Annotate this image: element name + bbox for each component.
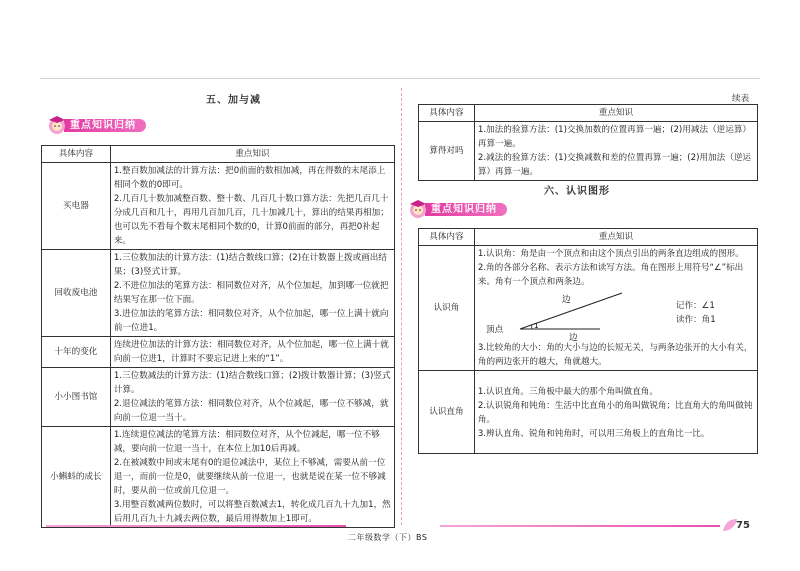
- badge-label: 重点知识归纳: [425, 203, 507, 216]
- angle-figure: [482, 289, 632, 341]
- row-topic: 小小图书馆: [42, 368, 111, 427]
- row-knowledge: [110, 163, 394, 250]
- table-row: [419, 371, 758, 454]
- knowledge-line: 2.在被减数中间或末尾有0的退位减法中，某位上不够减，需要从前一位退一，而前一位是0，就要继续从前一位退一，也就是说在某一位不够减时，要从前一位或前几位退一。: [113, 458, 386, 496]
- knowledge-line: 1.三位数减法的计算方法：(1)结合数线口算；(2)拨计数器计算；(3)竖式计算。: [113, 371, 391, 395]
- row-topic: 认识角: [419, 246, 475, 371]
- table-header-row: [419, 229, 758, 246]
- top-rule: [40, 78, 760, 79]
- left-knowledge-table: [41, 145, 395, 528]
- row-knowledge: [110, 368, 394, 427]
- header-topic: 具体内容: [419, 229, 475, 246]
- header-topic: 具体内容: [419, 105, 475, 122]
- row-knowledge: [474, 122, 757, 181]
- row-topic: 买电器: [42, 163, 111, 250]
- header-knowledge: 重点知识: [110, 146, 394, 163]
- row-topic: 回收废电池: [42, 250, 111, 337]
- knowledge-line: 1.整百数加减法的计算方法：把0前面的数相加减，再在得数的末尾添上相同个数的0即可。: [113, 166, 386, 190]
- angle-arc: [531, 325, 532, 329]
- table-row: [42, 163, 395, 250]
- table-header-row: [42, 146, 395, 163]
- edge-label-upper: 边: [561, 295, 571, 305]
- knowledge-line: 3.比较角的大小：角的大小与边的长短无关，与两条边张开的大小有关，角的两边张开的越大，角就越大。: [477, 343, 753, 367]
- knowledge-line: 连续进位加法的计算方法：相同数位对齐，从个位加起，哪一位上满十就向前一位进1，计算时不要忘记进上来的“1”。: [113, 340, 389, 364]
- table-row: [42, 427, 395, 528]
- angle-diagram: [478, 289, 754, 341]
- table-row: [42, 337, 395, 368]
- continued-label: 续表: [732, 94, 750, 104]
- angle-write-as: 记作：∠1: [675, 301, 715, 311]
- header-knowledge: 重点知识: [474, 105, 757, 122]
- table-row: [42, 368, 395, 427]
- knowledge-line: 3.用整百数减两位数时，可以将整百数减去1，转化成几百九十九加1，然后用几百九十九减去两位数，最后用得数加上1即可。: [113, 500, 391, 524]
- knowledge-line: 2.认识锐角和钝角：生活中比直角小的角叫做锐角；比直角大的角叫做钝角。: [477, 401, 753, 425]
- shapes-table: [418, 228, 758, 454]
- knowledge-line: 2.角的各部分名称、表示方法和读写方法。角在图形上用符号“∠”标出来。角有一个顶点和两条边。: [477, 263, 744, 287]
- page-number-text: 75: [736, 519, 750, 531]
- knowledge-line: 2.几百几十数加减整百数、整十数、几百几十数口算方法：先把几百几十分成几百和几十，再用几百加几百，几十加减几十，算出的结果再相加；也可以先不看每个数末尾相同个数的0，计算0前面的部分，再把0补起来。: [113, 194, 389, 246]
- table-row: [419, 246, 758, 371]
- header-topic: 具体内容: [42, 146, 111, 163]
- row-knowledge: [474, 371, 757, 454]
- angle-mark-label: 1: [533, 322, 539, 330]
- center-divider: [401, 88, 402, 525]
- student-icon: [46, 114, 68, 136]
- knowledge-line: 1.连续退位减法的笔算方法：相同数位对齐，从个位减起，哪一位不够减，要向前一位退一当十，在本位上加10后再减。: [113, 430, 380, 454]
- table-row: [419, 122, 758, 181]
- edge-label-lower: 边: [568, 333, 578, 341]
- section-title-shapes: 六、认识图形: [544, 186, 610, 197]
- footer-rule-right: [440, 525, 720, 527]
- continued-table: [418, 104, 758, 181]
- badge-label: 重点知识归纳: [64, 119, 146, 132]
- knowledge-line: 2.不进位加法的笔算方法：相同数位对齐，从个位加起，加到哪一位就把结果写在那一位下面。: [113, 281, 389, 305]
- row-topic: 小蝌蚪的成长: [42, 427, 111, 528]
- section-title-add-subtract: 五、加与减: [206, 95, 261, 106]
- row-knowledge: [110, 250, 394, 337]
- knowledge-line: 3.进位加法的笔算方法：相同数位对齐，从个位加起，哪一位上满十就向前一位进1。: [113, 309, 389, 333]
- student-icon: [407, 198, 429, 220]
- table-row: [42, 250, 395, 337]
- key-points-badge: [407, 198, 507, 220]
- page-number: [722, 516, 756, 534]
- knowledge-line: 3.辨认直角、锐角和钝角时，可以用三角板上的直角比一比。: [477, 429, 710, 439]
- header-knowledge: 重点知识: [474, 229, 757, 246]
- row-topic: 认识直角: [419, 371, 475, 454]
- angle-read-as: 读作：角1: [675, 315, 716, 325]
- vertex-label: 顶点: [485, 325, 504, 335]
- row-knowledge: [474, 246, 757, 371]
- table-header-row: [419, 105, 758, 122]
- knowledge-line: 2.减法的验算方法：(1)交换减数和差的位置再算一遍；(2)用加法（逆运算）再算一遍。: [477, 153, 752, 177]
- knowledge-line: 1.三位数加法的计算方法：(1)结合数线口算；(2)在计数器上拨或画出结果；(3)竖式计算。: [113, 253, 387, 277]
- knowledge-line: 1.加法的验算方法：(1)交换加数的位置再算一遍；(2)用减法（逆运算）再算一遍。: [477, 125, 752, 149]
- knowledge-line: 1.认识直角。三角板中最大的那个角叫做直角。: [477, 387, 658, 397]
- footer-rule-left: [46, 525, 346, 527]
- row-knowledge: [110, 427, 394, 528]
- row-knowledge: [110, 337, 394, 368]
- row-topic: 算得对吗: [419, 122, 475, 181]
- knowledge-line: 1.认识角：角是由一个顶点和由这个顶点引出的两条直边组成的图形。: [477, 249, 744, 259]
- footer-book-title: 二年级数学（下）BS: [348, 533, 428, 542]
- row-topic: 十年的变化: [42, 337, 111, 368]
- knowledge-line: 2.退位减法的笔算方法：相同数位对齐，从个位减起，哪一位不够减，就向前一位退一当十。: [113, 399, 389, 423]
- key-points-badge: [46, 114, 146, 136]
